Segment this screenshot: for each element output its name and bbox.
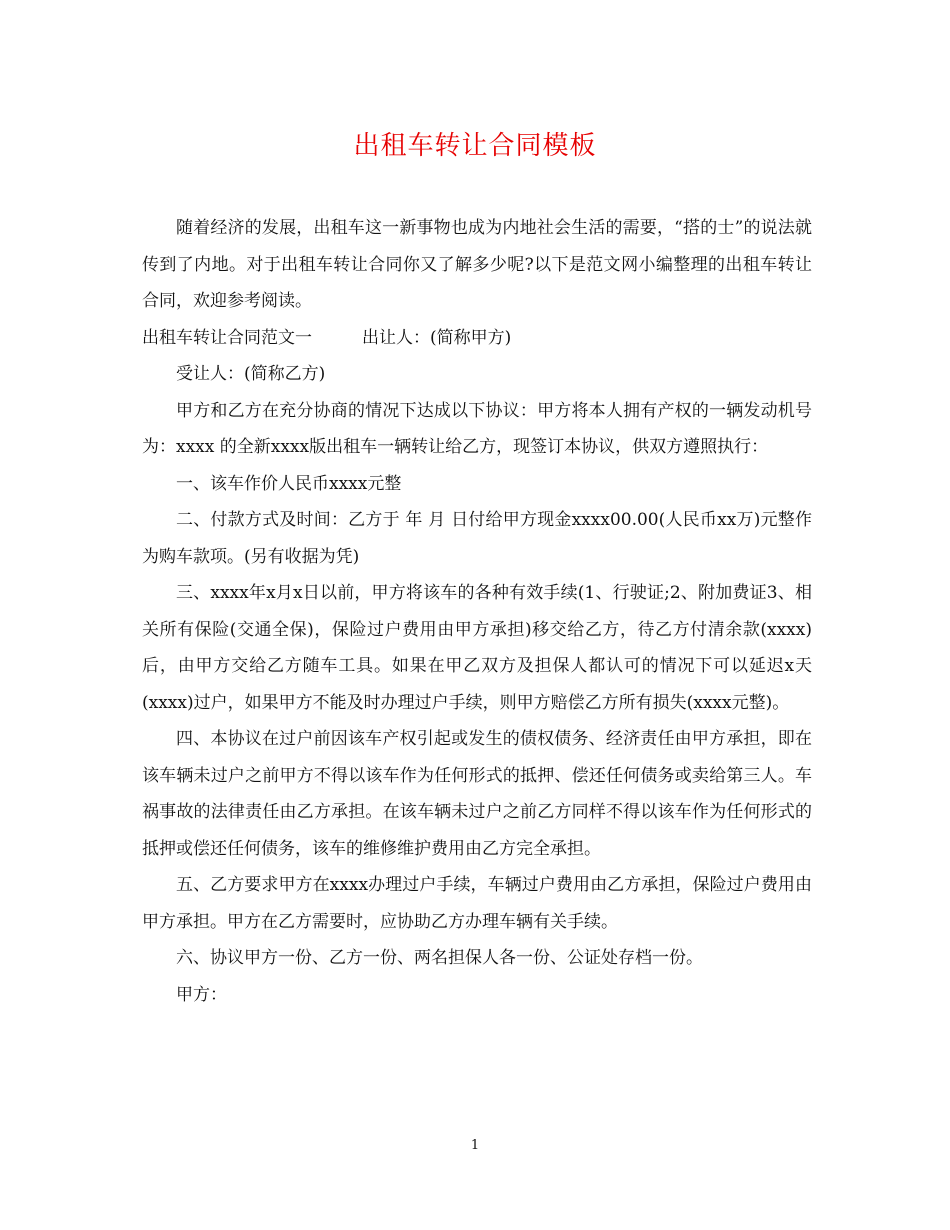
clause-2: 二、付款方式及时间：乙方于 年 月 日付给甲方现金xxxx00.00(人民币xx万)元整作为购车款项。(另有收据为凭) xyxy=(142,510,812,567)
document-body xyxy=(142,210,812,1013)
assignor-label: 出让人：(简称甲方) xyxy=(362,327,512,348)
document-title: 出租车转让合同模板 xyxy=(353,131,597,161)
clause-6: 六、协议甲方一份、乙方一份、两名担保人各一份、公证处存档一份。 xyxy=(176,948,703,968)
preamble-paragraph: 甲方和乙方在充分协商的情况下达成以下协议：甲方将本人拥有产权的一辆发动机号为：xxxx 的全新xxxx版出租车一辆转让给乙方，现签订本协议，供双方遵照执行： xyxy=(142,400,812,457)
intro-paragraph: 随着经济的发展，出租车这一新事物也成为内地社会生活的需要，“搭的士”的说法就传到了内地。对于出租车转让合同你又了解多少呢?以下是范文网小编整理的出租车转让合同，欢迎参考阅读。 xyxy=(142,218,812,311)
signature-party-a: 甲方： xyxy=(176,984,227,1005)
sample-heading: 出租车转让合同范文一 xyxy=(142,327,312,348)
sample-heading-line xyxy=(142,320,812,357)
clause-4: 四、本协议在过户前因该车产权引起或发生的债权债务、经济责任由甲方承担，即在该车辆未过户之前甲方不得以该车作为任何形式的抵押、偿还任何债务或卖给第三人。车祸事故的法律责任由乙方承担。在该车辆未过户之前乙方同样不得以该车作为任何形式的抵押或偿还任何债务，该车的维修维护费用由乙方完全承担。 xyxy=(142,729,812,859)
clause-3: 三、xxxx年x月x日以前，甲方将该车的各种有效手续(1、行驶证;2、附加费证3、相关所有保险(交通全保)，保险过户费用由甲方承担)移交给乙方，待乙方付清余款(xxxx)后，由甲方交给乙方随车工具。如果在甲乙双方及担保人都认可的情况下可以延迟x天(xxxx)过户，如果甲方不能及时办理过户手续，则甲方赔偿乙方所有损失(xxxx元整)。 xyxy=(142,583,812,713)
assignee-label: 受让人：(简称乙方) xyxy=(176,364,326,384)
clause-1: 一、该车作价人民币xxxx元整 xyxy=(176,473,402,494)
page-number: 1 xyxy=(470,1138,480,1153)
clause-5: 五、乙方要求甲方在xxxx办理过户手续，车辆过户费用由乙方承担，保险过户费用由甲方承担。甲方在乙方需要时，应协助乙方办理车辆有关手续。 xyxy=(142,875,812,932)
